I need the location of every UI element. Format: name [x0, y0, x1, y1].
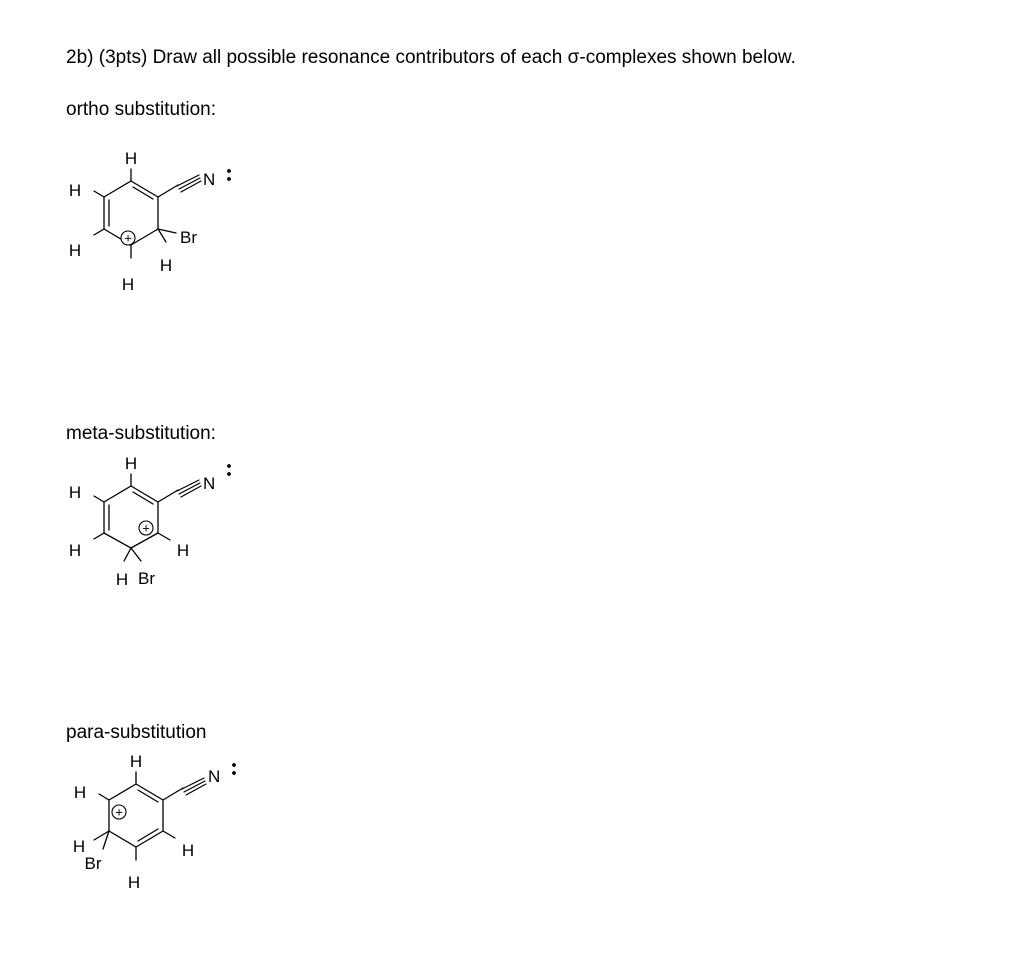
positive-charge-sign: +: [115, 804, 123, 820]
lone-pair-dot: [232, 771, 236, 775]
positive-charge-sign: +: [142, 520, 150, 536]
atom-h-sp3: H: [159, 256, 173, 275]
lone-pair-dot: [227, 177, 231, 181]
atom-h-left-top: H: [68, 181, 82, 200]
atom-h-bottom: H: [121, 275, 135, 294]
atom-h-left-bottom: H: [68, 541, 82, 560]
atom-h-top: H: [124, 149, 138, 168]
ortho-sigma-complex-structure: [0, 140, 300, 300]
atom-h-right: H: [176, 541, 190, 560]
para-label: para-substitution: [66, 722, 207, 743]
atom-br: Br: [84, 854, 102, 873]
question-text: 2b) (3pts) Draw all possible resonance contributors of each σ-complexes shown below.: [66, 47, 796, 68]
atom-n: N: [208, 767, 221, 786]
lone-pair-dot: [227, 464, 231, 468]
atom-h-top: H: [124, 454, 138, 473]
atom-h-left-bottom: H: [68, 241, 82, 260]
atom-n: N: [203, 170, 216, 189]
atom-h-bottom: H: [127, 873, 141, 892]
lone-pair-dot: [227, 472, 231, 476]
atom-h-sp3: H: [72, 837, 86, 856]
meta-sigma-complex-structure: [0, 440, 300, 600]
atom-h-left-top: H: [68, 483, 82, 502]
lone-pair-dot: [232, 763, 236, 767]
atom-h-left-top: H: [73, 783, 87, 802]
atom-h-right: H: [181, 841, 195, 860]
atom-h-sp3: H: [115, 570, 129, 589]
para-sigma-complex-structure: [0, 740, 300, 900]
atom-n: N: [203, 474, 216, 493]
atom-h-top: H: [129, 752, 143, 771]
positive-charge-sign: +: [124, 230, 132, 246]
lone-pair-dot: [227, 169, 231, 173]
ortho-label: ortho substitution:: [66, 99, 216, 120]
atom-br: Br: [180, 228, 197, 247]
meta-label: meta-substitution:: [66, 423, 216, 444]
atom-br: Br: [138, 569, 155, 588]
